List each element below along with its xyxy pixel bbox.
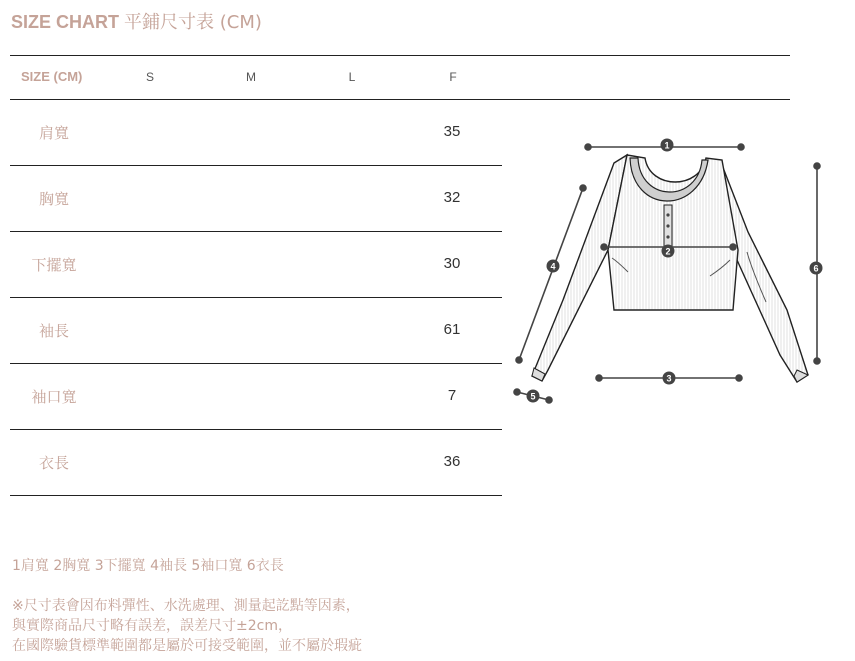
row-divider	[10, 231, 502, 232]
column-header-f: F	[449, 70, 457, 84]
table-header-row	[10, 56, 790, 99]
size-column-header: SIZE (CM)	[21, 69, 83, 84]
row-value-f: 35	[443, 123, 461, 140]
row-value-f: 32	[443, 189, 461, 206]
button-icon	[666, 213, 669, 216]
row-value-f: 7	[447, 387, 457, 404]
marker-5	[527, 390, 540, 403]
marker-1	[661, 139, 674, 152]
marker-5-label: 5	[530, 391, 536, 402]
marker-6	[810, 262, 823, 275]
column-header-s: S	[145, 70, 154, 84]
marker-2	[662, 245, 675, 258]
marker-4	[547, 260, 560, 273]
marker-6-label: 6	[813, 263, 819, 274]
garment-body	[608, 155, 738, 310]
note-line-1: ※尺寸表會因布料彈性、水洗處理、測量起訖點等因素，	[12, 598, 360, 614]
marker-3-label: 3	[666, 373, 672, 384]
marker-1-label: 1	[664, 140, 670, 151]
title-cjk: 平鋪尺寸表 (CM)	[124, 12, 262, 33]
marker-3	[663, 372, 676, 385]
row-label: 胸寬	[38, 190, 69, 208]
row-label: 衣長	[38, 454, 69, 472]
marker-4-label: 4	[550, 261, 556, 272]
title-latin: SIZE CHART	[11, 12, 119, 32]
header-bottom-rule	[10, 99, 790, 100]
row-label: 袖長	[38, 322, 69, 340]
page-title	[11, 8, 262, 34]
row-value-f: 36	[443, 453, 461, 470]
row-divider	[10, 165, 502, 166]
row-value-f: 61	[443, 321, 461, 338]
measurement-legend: 1肩寬 2胸寬 3下擺寬 4袖長 5袖口寬 6衣長	[12, 558, 284, 574]
row-divider	[10, 297, 502, 298]
note-line-2: 與實際商品尺寸略有誤差，誤差尺寸±2cm，	[12, 618, 292, 634]
row-divider	[10, 363, 502, 364]
button-icon	[666, 235, 669, 238]
column-header-l: L	[348, 70, 356, 84]
marker-2-label: 2	[665, 246, 671, 257]
row-value-f: 30	[443, 255, 461, 272]
row-divider	[10, 429, 502, 430]
table-bottom-rule	[10, 495, 502, 496]
column-header-m: M	[246, 70, 256, 84]
row-label: 下擺寬	[31, 256, 77, 274]
note-line-3: 在國際驗貨標準範圍都是屬於可接受範圍，並不屬於瑕疵	[12, 638, 362, 654]
row-label: 袖口寬	[31, 388, 77, 406]
button-icon	[666, 224, 669, 227]
row-label: 肩寬	[38, 124, 69, 142]
garment-measurement-diagram	[510, 130, 830, 420]
